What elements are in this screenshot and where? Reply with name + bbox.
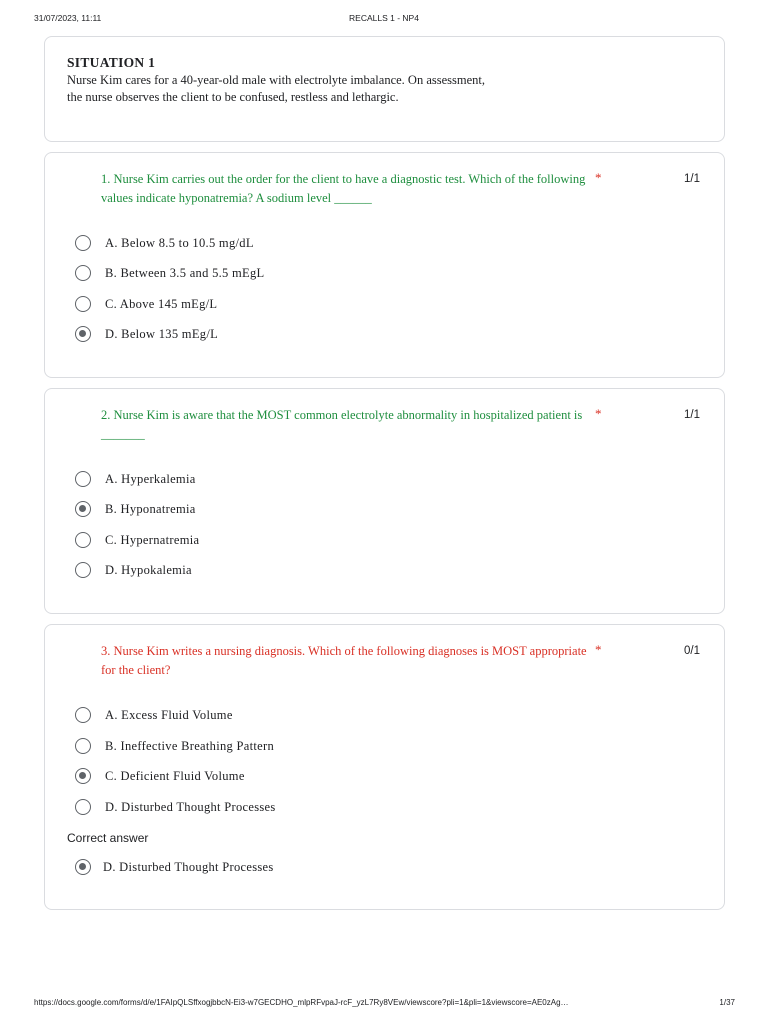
- situation-text: Nurse Kim cares for a 40-year-old male with electrolyte imbalance. On assessment, the nurse observes the client to be confused, restless and lethargic.: [67, 73, 485, 104]
- correct-answer-heading: Correct answer: [67, 831, 149, 845]
- radio-button-selected[interactable]: [75, 768, 91, 784]
- print-footer: [0, 998, 768, 1010]
- option-d[interactable]: [75, 326, 475, 346]
- question-score: 0/1: [684, 645, 700, 657]
- print-title: RECALLS 1 - NP4: [349, 13, 419, 23]
- question-card-3: [44, 624, 725, 910]
- radio-button[interactable]: [75, 799, 91, 815]
- option-label: C. Deficient Fluid Volume: [105, 769, 245, 783]
- page-number: 1/37: [719, 998, 735, 1007]
- option-label: D. Below 135 mEg/L: [105, 327, 219, 341]
- radio-button[interactable]: [75, 707, 91, 723]
- question-card-1: [44, 152, 725, 378]
- option-label: B. Hyponatremia: [105, 502, 196, 516]
- option-label: A. Below 8.5 to 10.5 mg/dL: [105, 236, 254, 250]
- option-a[interactable]: [75, 235, 475, 255]
- radio-button-selected[interactable]: [75, 501, 91, 517]
- option-label: B. Between 3.5 and 5.5 mEgL: [105, 266, 265, 280]
- radio-button[interactable]: [75, 738, 91, 754]
- option-d[interactable]: [75, 562, 475, 582]
- correct-answer-option: [75, 859, 475, 879]
- footer-url[interactable]: https://docs.google.com/forms/d/e/1FAIpQLSffxogjbbcN-Ei3-w7GECDHO_mlpRFvpaJ-rcF_yzL7Ry8VEw/viewscore?pli=1&pli=1&viewscore=AE0zAg…: [34, 998, 569, 1007]
- question-text: 1. Nurse Kim carries out the order for the client to have a diagnostic test. Which of the following values indicate hyponatremia? A sodium level ______: [101, 172, 586, 205]
- question-text: 3. Nurse Kim writes a nursing diagnosis. Which of the following diagnoses is MOST appropriate for the client?: [101, 644, 587, 677]
- option-b[interactable]: [75, 265, 475, 285]
- print-header: [0, 13, 768, 25]
- required-asterisk: *: [595, 642, 602, 657]
- option-c[interactable]: [75, 532, 475, 552]
- radio-button[interactable]: [75, 235, 91, 251]
- required-asterisk: *: [595, 170, 602, 185]
- option-a[interactable]: [75, 707, 475, 727]
- situation-card: [44, 36, 725, 142]
- option-c[interactable]: [75, 768, 475, 788]
- radio-button[interactable]: [75, 562, 91, 578]
- option-label: D. Disturbed Thought Processes: [105, 800, 276, 814]
- radio-button-selected: [75, 859, 91, 875]
- radio-button[interactable]: [75, 296, 91, 312]
- option-b[interactable]: [75, 501, 475, 521]
- required-asterisk: *: [595, 406, 602, 421]
- radio-button[interactable]: [75, 265, 91, 281]
- option-label: B. Ineffective Breathing Pattern: [105, 739, 275, 753]
- option-a[interactable]: [75, 471, 475, 491]
- option-label: C. Above 145 mEg/L: [105, 297, 218, 311]
- option-b[interactable]: [75, 738, 475, 758]
- question-text: 2. Nurse Kim is aware that the MOST common electrolyte abnormality in hospitalized patient is _______: [101, 408, 583, 441]
- question-score: 1/1: [684, 409, 700, 421]
- radio-button[interactable]: [75, 532, 91, 548]
- option-label: D. Hypokalemia: [105, 563, 192, 577]
- question-card-2: [44, 388, 725, 614]
- print-datetime: 31/07/2023, 11:11: [34, 13, 102, 23]
- option-label: A. Excess Fluid Volume: [105, 708, 233, 722]
- situation-title: SITUATION 1: [67, 55, 156, 70]
- correct-answer-label: D. Disturbed Thought Processes: [103, 860, 274, 874]
- radio-button-selected[interactable]: [75, 326, 91, 342]
- question-score: 1/1: [684, 173, 700, 185]
- option-d[interactable]: [75, 799, 475, 819]
- option-label: C. Hypernatremia: [105, 533, 200, 547]
- option-c[interactable]: [75, 296, 475, 316]
- radio-button[interactable]: [75, 471, 91, 487]
- option-label: A. Hyperkalemia: [105, 472, 196, 486]
